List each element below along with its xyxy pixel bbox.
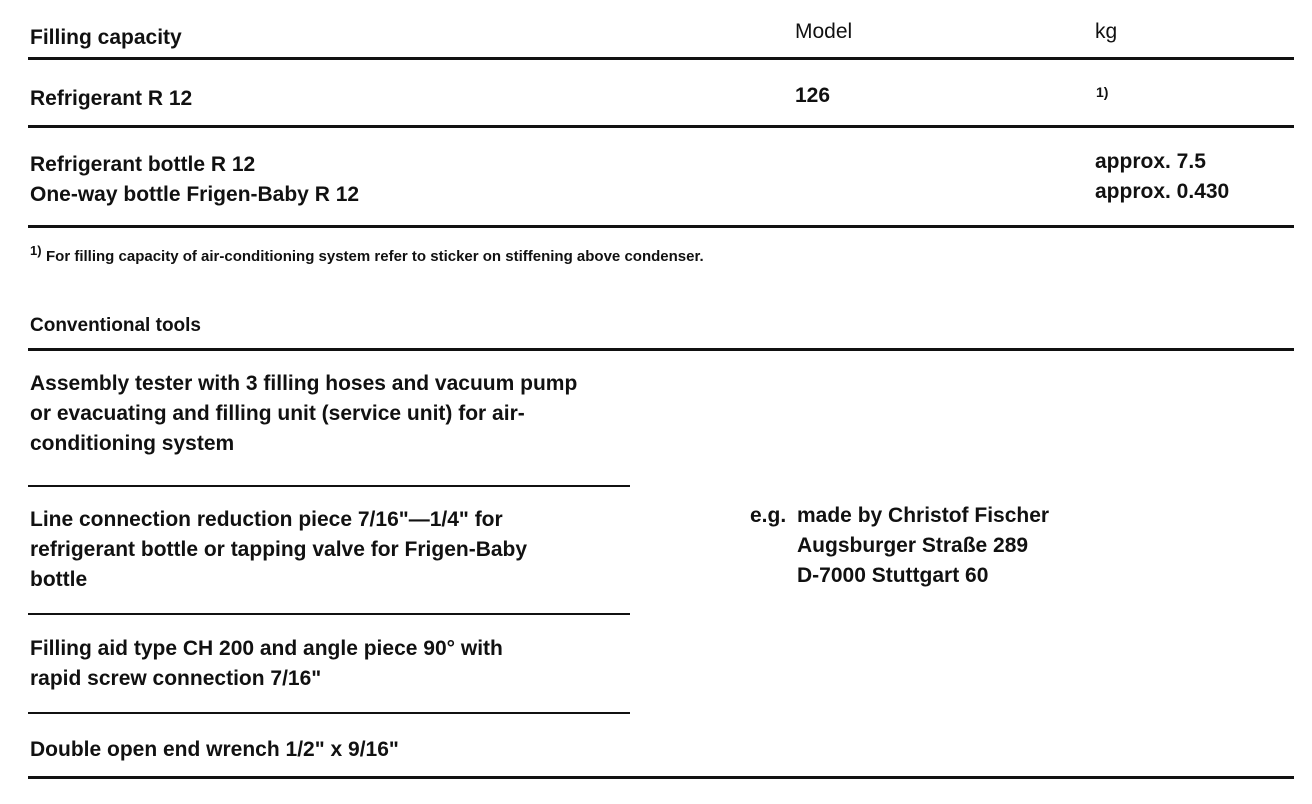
refrigerant-name: Refrigerant R 12 xyxy=(30,87,193,110)
row1-rule xyxy=(28,125,1294,128)
tool-item-1-line-2: or evacuating and filling unit (service unit) for air- xyxy=(30,402,525,425)
tool-item-4 xyxy=(30,735,399,765)
tool-item-3 xyxy=(30,634,503,694)
tool-item-1-line-3: conditioning system xyxy=(30,432,235,455)
tool-item-2-line-2: refrigerant bottle or tapping valve for Frigen-Baby xyxy=(30,538,528,561)
tools-heading-rule xyxy=(28,348,1294,351)
supplier-line-3: D-7000 Stuttgart 60 xyxy=(797,564,989,587)
supplier-prefix: e.g. xyxy=(750,504,787,527)
tool-item-2-line-3: bottle xyxy=(30,568,88,591)
tool-item-2-line-1: Line connection reduction piece 7/16"—1/4" for xyxy=(30,508,503,531)
bottle-name-1: Refrigerant bottle R 12 xyxy=(30,153,256,176)
footnote-text: For filling capacity of air-conditioning system refer to sticker on stiffening above condenser. xyxy=(46,248,704,265)
header-kg: kg xyxy=(1095,20,1118,43)
tool-item-1-rule xyxy=(28,485,630,487)
tool-item-2-rule xyxy=(28,613,630,615)
tools-bottom-rule xyxy=(28,776,1294,779)
refrigerant-model: 126 xyxy=(795,84,831,107)
supplier-line-2: Augsburger Straße 289 xyxy=(797,534,1029,557)
tool-item-1 xyxy=(30,369,577,459)
row2-rule xyxy=(28,225,1294,228)
bottle-value-2: approx. 0.430 xyxy=(1095,180,1230,203)
footnote-marker: 1) xyxy=(30,243,42,258)
bottle-value-1: approx. 7.5 xyxy=(1095,150,1206,173)
footnote xyxy=(30,243,704,266)
tool-item-1-line-1: Assembly tester with 3 filling hoses and vacuum pump xyxy=(30,372,578,395)
tools-heading: Conventional tools xyxy=(30,315,201,336)
header-rule xyxy=(28,57,1294,60)
tool-item-3-line-2: rapid screw connection 7/16" xyxy=(30,667,322,690)
supplier-address xyxy=(797,501,1049,591)
header-model: Model xyxy=(795,20,853,43)
refrigerant-footnote-ref: 1) xyxy=(1096,84,1109,100)
tool-item-3-rule xyxy=(28,712,630,714)
bottle-name-2: One-way bottle Frigen-Baby R 12 xyxy=(30,183,360,206)
bottle-values xyxy=(1095,147,1229,207)
tool-item-2 xyxy=(30,505,527,595)
bottle-names xyxy=(30,150,359,210)
supplier-line-1: made by Christof Fischer xyxy=(797,504,1050,527)
tool-item-4-line-1: Double open end wrench 1/2" x 9/16" xyxy=(30,738,399,761)
tool-item-3-line-1: Filling aid type CH 200 and angle piece 90° with xyxy=(30,637,503,660)
header-filling-capacity: Filling capacity xyxy=(30,26,182,49)
